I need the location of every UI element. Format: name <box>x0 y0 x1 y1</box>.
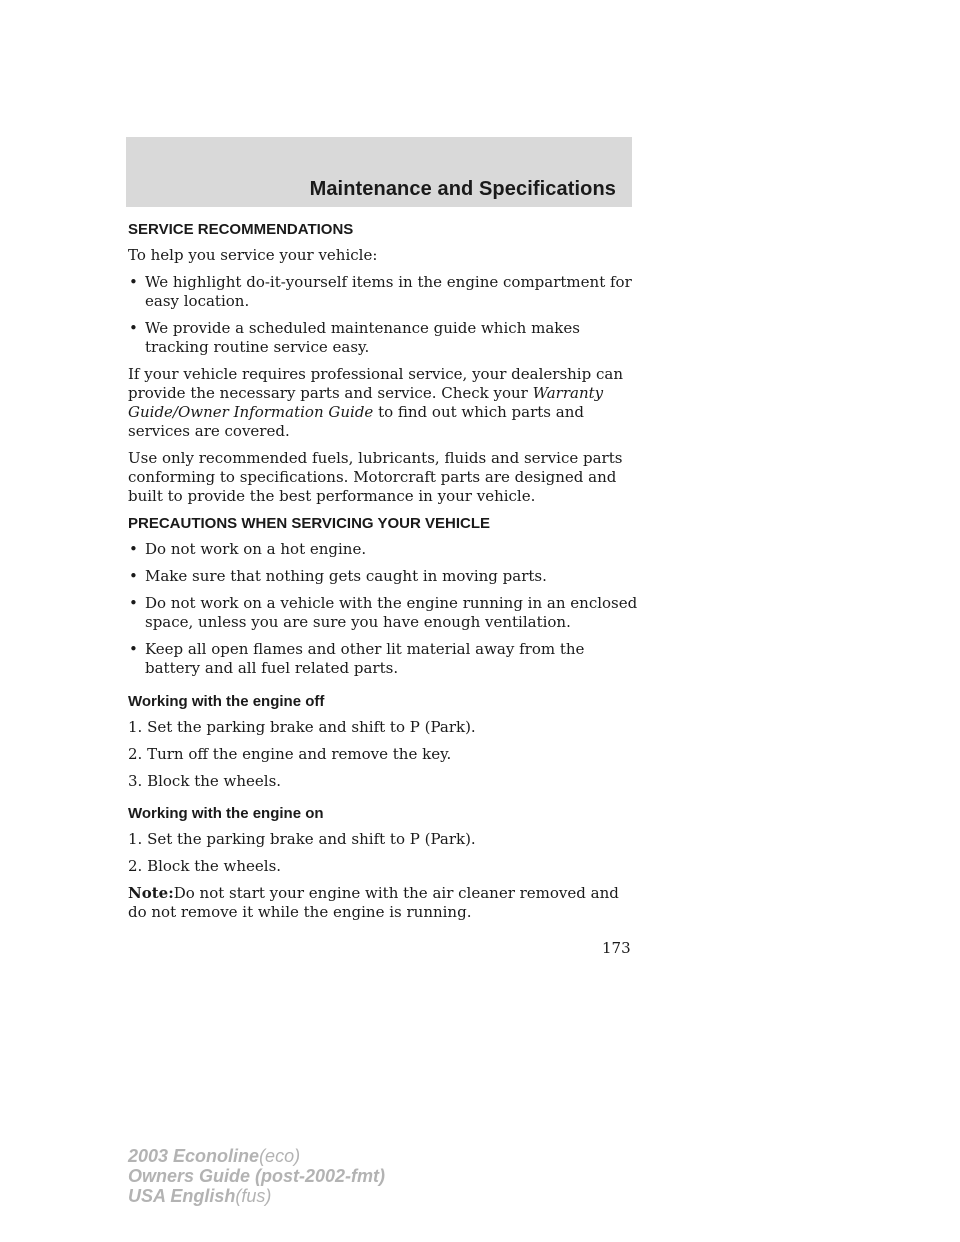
footer-line-guide: Owners Guide (post-2002-fmt) <box>128 1166 386 1186</box>
page-number: 173 <box>602 939 631 957</box>
engine-on-heading: Working with the engine on <box>128 805 324 822</box>
professional-service-paragraph: If your vehicle requires professional service, your dealership can provide the necessary parts and service. Check your Warranty Guide/Owner Information Guide to find out which parts and services are covered. <box>128 365 623 440</box>
section-header-band <box>126 137 632 207</box>
service-bullet-list <box>128 273 638 357</box>
precautions-bullet-list <box>128 540 638 678</box>
warranty-guide-reference: Warranty Guide/Owner Information Guide <box>128 384 604 421</box>
step-item: 2. Turn off the engine and remove the key. <box>128 745 452 763</box>
parts-paragraph: Use only recommended fuels, lubricants, fluids and service parts conforming to specifications. Motorcraft parts are designed and built to provide the best performance in your vehicle. <box>128 449 623 505</box>
bullet-icon: • <box>129 640 138 658</box>
service-recommendations-heading: SERVICE RECOMMENDATIONS <box>128 221 354 238</box>
list-item: • Do not work on a hot engine. <box>129 540 367 558</box>
document-footer <box>128 1146 385 1206</box>
step-item: 1. Set the parking brake and shift to P (Park). <box>128 718 476 736</box>
step-item: 1. Set the parking brake and shift to P (Park). <box>128 830 476 848</box>
engine-off-heading: Working with the engine off <box>128 693 325 710</box>
note-label: Note: <box>128 884 174 902</box>
list-item: • Keep all open flames and other lit material away from the battery and all fuel related parts. <box>129 640 585 677</box>
footer-line-model: 2003 Econoline(eco) <box>128 1146 301 1166</box>
step-item: 2. Block the wheels. <box>128 857 282 875</box>
bullet-icon: • <box>129 540 138 558</box>
note-paragraph: Note:Do not start your engine with the air cleaner removed and do not remove it while the engine is running. <box>128 884 619 921</box>
section-title: Maintenance and Specifications <box>309 178 616 200</box>
bullet-icon: • <box>129 567 138 585</box>
precautions-heading: PRECAUTIONS WHEN SERVICING YOUR VEHICLE <box>128 515 490 532</box>
bullet-icon: • <box>129 273 138 291</box>
step-item: 3. Block the wheels. <box>128 772 282 790</box>
page-content <box>128 220 638 930</box>
bullet-icon: • <box>129 594 138 612</box>
footer-line-language: USA English(fus) <box>128 1186 272 1206</box>
list-item: • We highlight do-it-yourself items in the engine compartment for easy location. <box>129 273 632 310</box>
list-item: • Do not work on a vehicle with the engine running in an enclosed space, unless you are sure you have enough ventilation. <box>129 594 638 631</box>
service-intro: To help you service your vehicle: <box>128 246 378 264</box>
bullet-icon: • <box>129 319 138 337</box>
list-item: • We provide a scheduled maintenance guide which makes tracking routine service easy. <box>129 319 580 356</box>
list-item: • Make sure that nothing gets caught in moving parts. <box>129 567 547 585</box>
